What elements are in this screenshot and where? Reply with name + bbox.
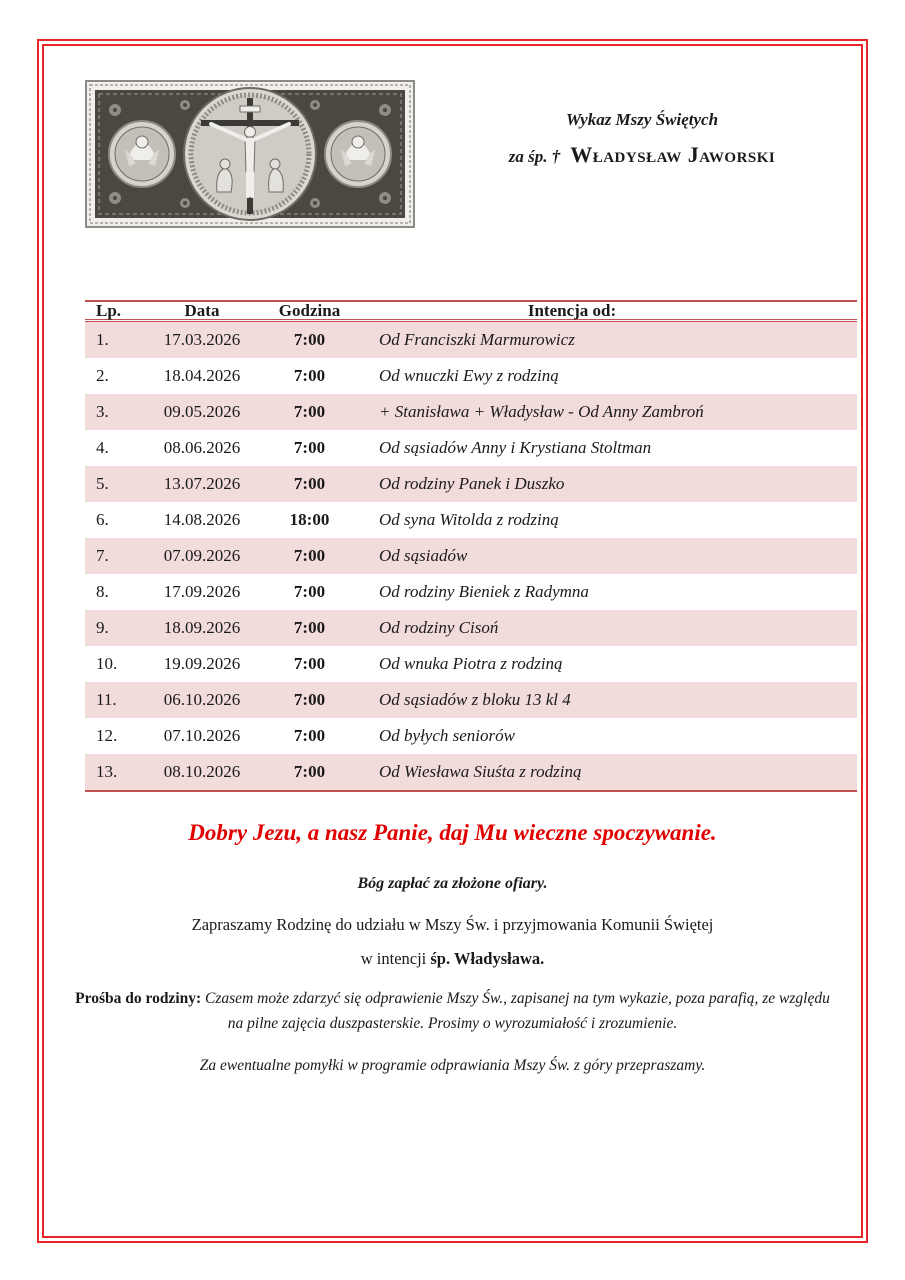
row-number: 2. xyxy=(96,366,109,385)
deceased-name-line xyxy=(432,142,852,168)
row-time: 18:00 xyxy=(289,510,330,529)
row-number: 13. xyxy=(96,762,118,781)
table-row xyxy=(85,502,857,538)
row-time: 7:00 xyxy=(293,654,326,673)
row-date: 09.05.2026 xyxy=(163,402,241,421)
family-request-text: Czasem może zdarzyć się odprawienie Mszy Św., zapisanej na tym wykazie, poza parafią, ze względu na pilne zajęcia duszpasterskie. Prosimy o wyrozumiałość i zrozumienie. xyxy=(201,990,830,1033)
table-row xyxy=(85,646,857,682)
table-row xyxy=(85,358,857,394)
row-date: 13.07.2026 xyxy=(163,474,241,493)
row-intention: + Stanisława + Władysław - Od Anny Zambroń xyxy=(379,402,704,421)
row-intention: Od rodziny Bieniek z Radymna xyxy=(379,582,589,601)
row-number: 9. xyxy=(96,618,109,637)
row-intention: Od Wiesława Siuśta z rodziną xyxy=(379,762,582,781)
column-header-time: Godzina xyxy=(278,300,341,320)
row-intention: Od syna Witolda z rodziną xyxy=(379,510,559,529)
row-date: 06.10.2026 xyxy=(163,690,241,709)
invitation-line2 xyxy=(44,949,861,969)
crucifixion-engraving-icon xyxy=(85,80,415,228)
table-row xyxy=(85,682,857,718)
table-row xyxy=(85,754,857,790)
row-time: 7:00 xyxy=(293,690,326,709)
table-row xyxy=(85,718,857,754)
row-intention: Od sąsiadów z bloku 13 kl 4 xyxy=(379,690,571,709)
row-date: 17.09.2026 xyxy=(163,582,241,601)
row-intention: Od rodziny Panek i Duszko xyxy=(379,474,565,493)
thanks-line: Bóg zapłać za złożone ofiary. xyxy=(357,875,548,892)
row-number: 10. xyxy=(96,654,118,673)
row-date: 17.03.2026 xyxy=(163,330,241,349)
row-number: 3. xyxy=(96,402,109,421)
row-time: 7:00 xyxy=(293,402,326,421)
row-intention: Od rodziny Cisoń xyxy=(379,618,499,637)
row-number: 11. xyxy=(96,690,117,709)
document-title-block xyxy=(432,110,852,168)
table-row xyxy=(85,538,857,574)
table-row xyxy=(85,574,857,610)
table-row xyxy=(85,466,857,502)
title-prefix: za śp. † xyxy=(508,147,561,166)
row-number: 12. xyxy=(96,726,118,745)
deceased-name: Władysław Jaworski xyxy=(570,142,776,167)
row-date: 19.09.2026 xyxy=(163,654,241,673)
row-number: 6. xyxy=(96,510,109,529)
row-intention: Od wnuka Piotra z rodziną xyxy=(379,654,563,673)
row-time: 7:00 xyxy=(293,726,326,745)
row-date: 18.09.2026 xyxy=(163,618,241,637)
row-date: 07.09.2026 xyxy=(163,546,241,565)
row-time: 7:00 xyxy=(293,618,326,637)
row-intention: Od wnuczki Ewy z rodziną xyxy=(379,366,559,385)
row-time: 7:00 xyxy=(293,474,326,493)
row-time: 7:00 xyxy=(293,546,326,565)
table-row xyxy=(85,322,857,358)
row-number: 1. xyxy=(96,330,109,349)
table-row xyxy=(85,394,857,430)
column-header-intention: Intencja od: xyxy=(527,300,617,320)
row-intention: Od sąsiadów Anny i Krystiana Stoltman xyxy=(379,438,652,457)
column-header-lp: Lp. xyxy=(96,300,122,320)
column-header-date: Data xyxy=(184,300,220,320)
row-intention: Od sąsiadów xyxy=(379,546,468,565)
row-date: 18.04.2026 xyxy=(163,366,241,385)
row-time: 7:00 xyxy=(293,438,326,457)
row-time: 7:00 xyxy=(293,762,326,781)
row-number: 8. xyxy=(96,582,109,601)
invitation-line2-name: śp. Władysława. xyxy=(430,949,545,968)
row-intention: Od byłych seniorów xyxy=(379,726,515,745)
family-request-paragraph xyxy=(72,986,833,1036)
row-number: 7. xyxy=(96,546,109,565)
row-number: 4. xyxy=(96,438,109,457)
row-date: 08.06.2026 xyxy=(163,438,241,457)
row-time: 7:00 xyxy=(293,330,326,349)
family-request-label: Prośba do rodziny: xyxy=(75,990,202,1007)
apology-line: Za ewentualne pomyłki w programie odprawiania Mszy Św. z góry przepraszamy. xyxy=(199,1057,706,1074)
row-date: 08.10.2026 xyxy=(163,762,241,781)
row-time: 7:00 xyxy=(293,366,326,385)
table-body xyxy=(85,322,857,792)
row-date: 07.10.2026 xyxy=(163,726,241,745)
invitation-line2-prefix: w intencji xyxy=(360,949,431,968)
prayer-line: Dobry Jezu, a nasz Panie, daj Mu wieczne spoczywanie. xyxy=(188,820,717,845)
invitation-line1: Zapraszamy Rodzinę do udziału w Mszy Św. i przyjmowania Komunii Świętej xyxy=(191,915,714,934)
crucifixion-ornament-image xyxy=(85,80,415,228)
row-date: 14.08.2026 xyxy=(163,510,241,529)
table-row xyxy=(85,430,857,466)
page-title: Wykaz Mszy Świętych xyxy=(565,110,719,129)
row-intention: Od Franciszki Marmurowicz xyxy=(379,330,575,349)
row-number: 5. xyxy=(96,474,109,493)
row-time: 7:00 xyxy=(293,582,326,601)
mass-schedule-table xyxy=(85,300,857,792)
table-header-row xyxy=(85,300,857,322)
table-row xyxy=(85,610,857,646)
